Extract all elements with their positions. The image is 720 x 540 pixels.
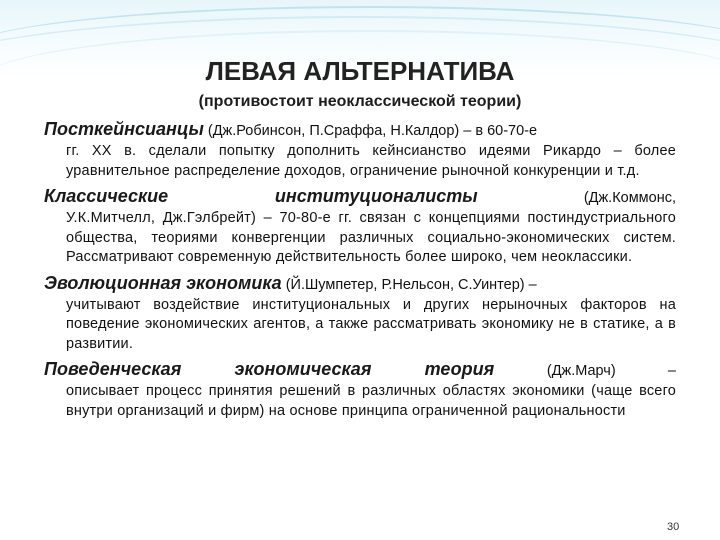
item-heading [44,185,676,209]
item-names: (Дж.Робинсон, П.Сраффа, Н.Калдор) – в 60-70-е [203,123,538,139]
item-term: Поведенческая экономическая теория [44,359,495,379]
list-item [44,272,676,355]
item-text: гг. XX в. сделали попытку дополнить кейнсианство идеями Рикардо – более уравнительное распределение доходов, ограничение рыночной конкуренции и т.д. [66,143,676,179]
item-names: (Дж.Коммонс, [583,190,676,206]
item-term: Классические институционалисты [44,186,478,206]
list-item [44,185,676,268]
page-number: 30 [667,521,680,533]
item-heading [44,358,676,382]
item-heading [44,118,676,142]
item-text: У.К.Митчелл, Дж.Гэлбрейт) – 70-80-е гг. связан с концепциями постиндустриального общества, теориями конвергенции различных социально-экономических систем. Рассматривают современную действительность более широко, чем неоклассики. [66,210,676,265]
item-term: Посткейнсианцы [44,119,204,139]
item-heading [44,272,676,296]
item-term: Эволюционная экономика [44,272,282,293]
list-item [44,118,676,181]
content-area [44,118,676,425]
slide-subtitle: (противостоит неоклассической теории) [198,93,522,110]
item-text: описывает процесс принятия решений в различных областях экономики (чаще всего внутри организаций и фирм) на основе принципа ограниченной рациональности [66,383,676,419]
item-names: (Й.Шумпетер, Р.Нельсон, С.Уинтер) – [281,276,537,293]
item-names: (Дж.Марч) – [546,363,676,379]
item-text: учитывают воздействие институциональных и других нерыночных факторов на поведение экономических агентов, а также рассматривать экономику не в статике, а в развитии. [66,296,676,352]
list-item [44,358,676,421]
slide-title: ЛЕВАЯ АЛЬТЕРНАТИВА [205,56,515,86]
